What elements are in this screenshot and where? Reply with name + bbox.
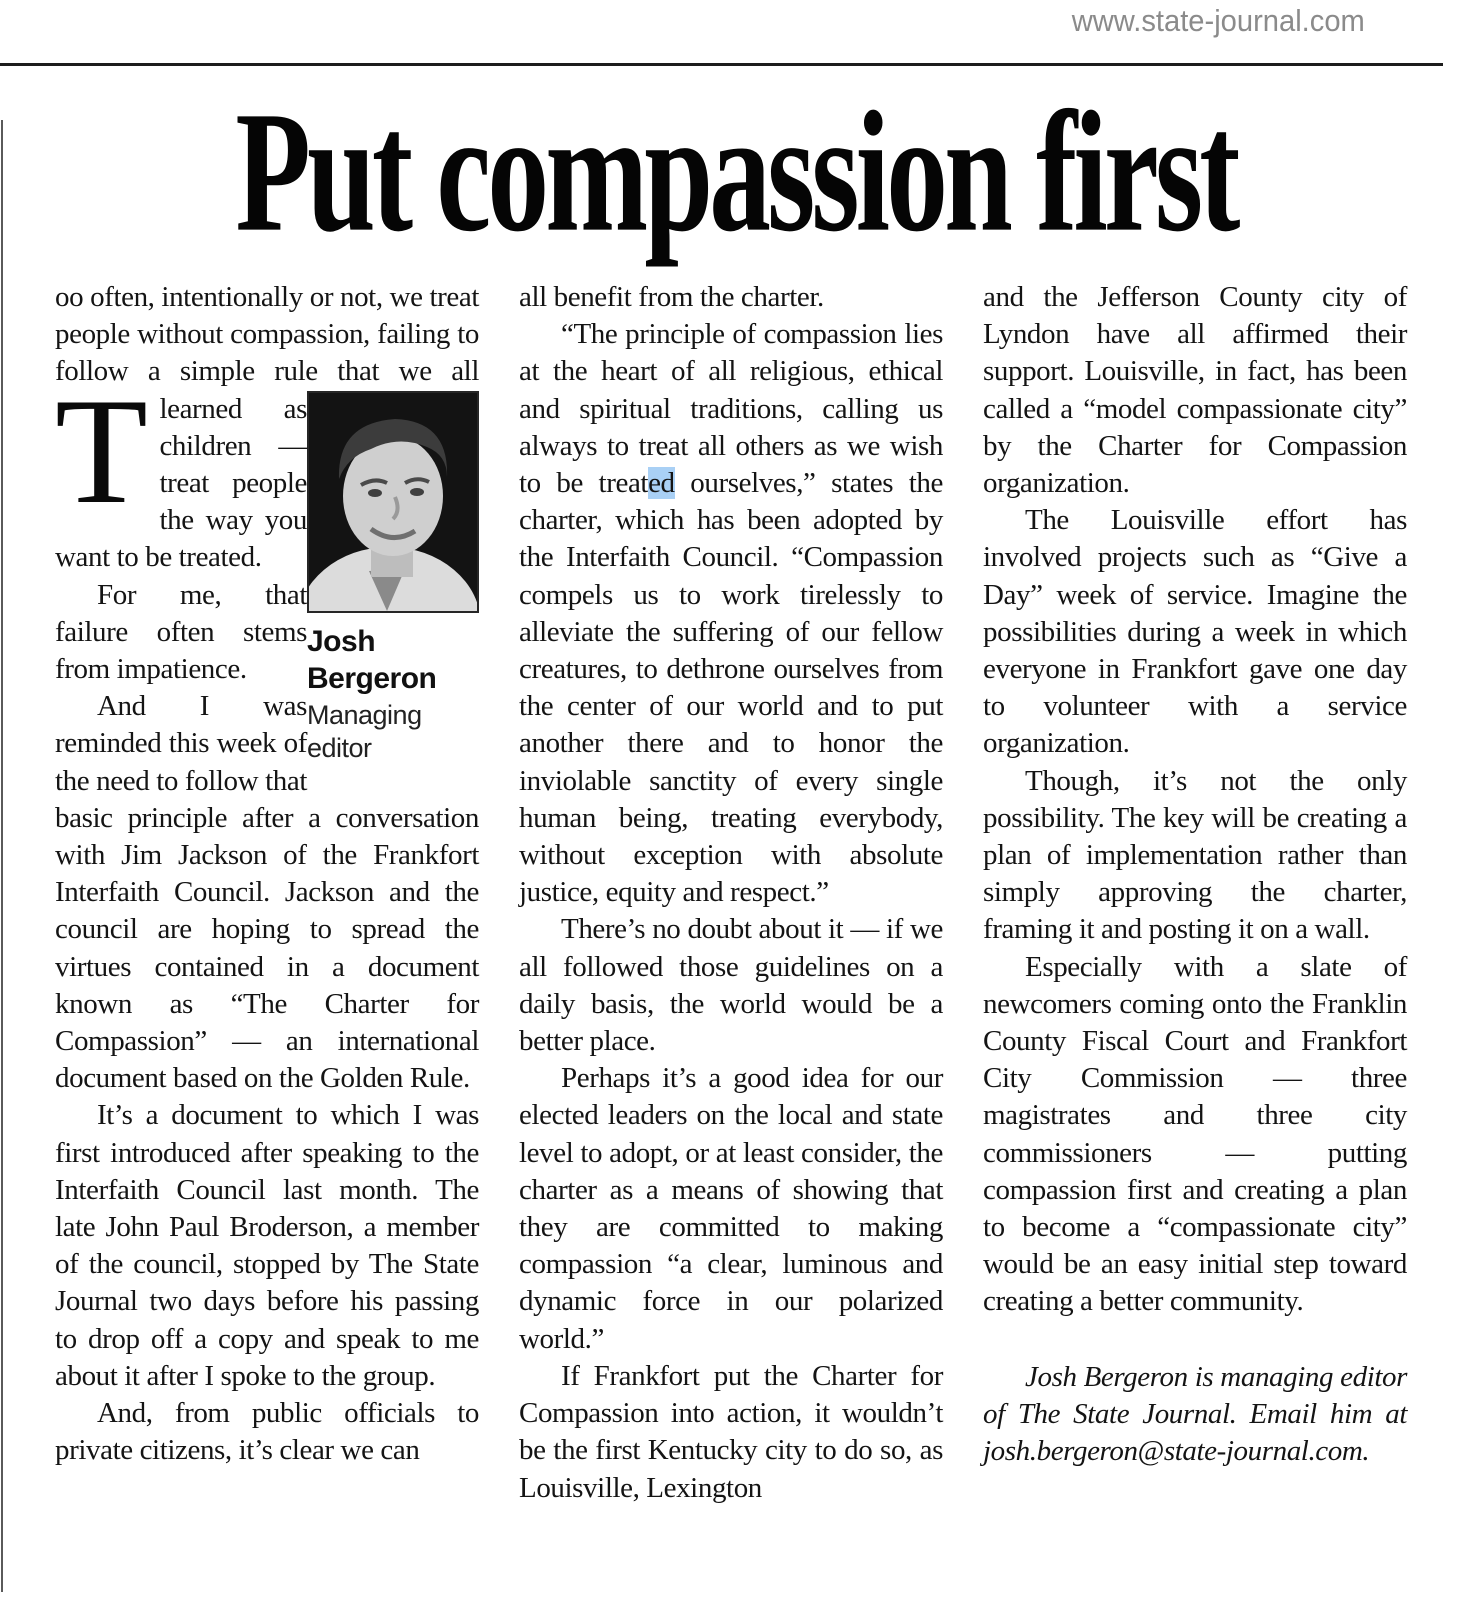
column-3: [983, 279, 1407, 1507]
paragraph: And I was reminded this week of the need to follow that basic principle after a conversation with Jim Jackson of the Frankfort Interfaith Council. Jackson and the council are hoping to spread the virtues contained in a document known as “The Charter for Compassion” — an international document based on the Golden Rule.: [55, 690, 479, 1095]
paragraph: For me, that failure often stems from impatience.: [55, 578, 307, 686]
paragraph: And, from public officials to private citizens, it’s clear we can: [55, 1397, 479, 1467]
article-body: [55, 279, 1407, 1507]
paragraph-text: ourselves,” states the charter, which has been adopted by the Interfaith Council. “Compassion compels us to work tirelessly to alleviate the suffering of our fellow creatures, to dethrone ourselves from the center of our world and to put another there and to honor the inviolable sanctity of every single human being, treating everybody, without exception with absolute justice, equity and respect.”: [519, 467, 944, 909]
column-3-paragraphs: [983, 279, 1407, 1470]
column-2: [519, 279, 943, 1507]
paragraph: Especially with a slate of newcomers coming onto the Franklin County Fiscal Court and Frankfort City Commission — three magistrates and three city commissioners — putting compassion first and creating a plan to become a “compassionate city” would be an easy initial step toward creating a better community.: [983, 950, 1407, 1318]
page-edge-rule: [1, 120, 3, 1592]
paragraph-text: “The principle of compassion lies at the heart of all religious, ethical and spiritual traditions, calling us always to treat all others as we wish to be treat: [519, 318, 943, 500]
paragraph: and the Jefferson County city of Lyndon have all affirmed their support. Louisville, in fact, has been called a “model compassionate city” by the Charter for Compassion organization.: [983, 281, 1407, 500]
paragraph: It’s a document to which I was first introduced after speaking to the Interfaith Council last month. The late John Paul Broderson, a member of the council, stopped by The State Journal two days before his passing to drop off a copy and speak to me about it after I spoke to the group.: [55, 1099, 479, 1392]
author-name: Josh Bergeron: [307, 625, 437, 695]
author-title: Managing editor: [307, 700, 422, 763]
paragraph: all benefit from the charter.: [519, 281, 824, 313]
paragraph: [519, 316, 943, 911]
paragraph: Josh Bergeron is managing editor of The State Journal. Email him at josh.bergeron@state-journal.com.: [983, 1360, 1407, 1468]
paragraph: Too often, intentionally or not, we treat people without compassion, failing to follow a simple rule that we all learned as children — treat people the way you want to be treated.: [55, 281, 479, 574]
headline: Put compassion first: [235, 76, 1237, 269]
paragraph: There’s no doubt about it — if we all followed those guidelines on a daily basis, the world would be a better place.: [519, 913, 943, 1058]
paragraph: If Frankfort put the Charter for Compassion into action, it wouldn’t be the first Kentucky city to do so, as Louisville, Lexington: [519, 1359, 943, 1504]
paragraph: Though, it’s not the only possibility. The key will be creating a plan of implementation rather than simply approving the charter, framing it and posting it on a wall.: [983, 764, 1407, 946]
photo-caption: [307, 623, 479, 765]
selection-highlight: ed: [648, 467, 675, 500]
paragraph: Perhaps it’s a good idea for our elected leaders on the local and state level to adopt, or at least consider, the charter as a means of showing that they are committed to making compassion “a clear, luminous and dynamic force in our polarized world.”: [519, 1062, 943, 1355]
author-photo: [307, 391, 479, 613]
column-1: [55, 279, 479, 1507]
author-figure: [307, 391, 479, 765]
site-url: www.state-journal.com: [1071, 3, 1365, 38]
masthead-rule: [0, 0, 1443, 66]
column-2-paragraphs: [519, 279, 943, 1507]
paragraph: The Louisville effort has involved projects such as “Give a Day” week of service. Imagine the possibilities during a week in which everyone in Frankfort gave one day to volunteer with a service organization.: [983, 504, 1407, 760]
